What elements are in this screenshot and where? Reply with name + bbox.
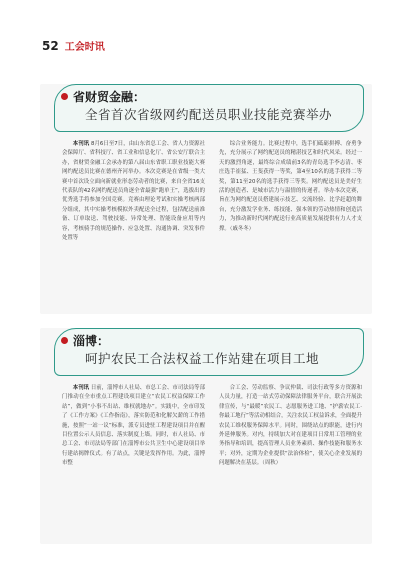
body-text: 合工会、劳动监察、争议仲裁、司法行政等多方资源和人员力量，打造一站式劳动保障法律服务平台，联合开展法律宣传，与“最暖”农民工、志愿服务进工地、“护薪农民工·你最工地行”等活动相结合，关注农民工权益诉求，全面提升农民工维权服务保障水平。同时，围绕站点的职能，进行内外延伸服务。对内，持续加大对在建项目日常用工管理的业务指导和培训，提高管理人员业务素质、操作技能和服务水平；对外，定期为企业提供“法治体检”，使关心企业发展的问题解决在基层。（周秋）	[219, 385, 362, 467]
byline: 本刊讯	[72, 141, 90, 147]
bullet-dot-icon	[61, 93, 68, 100]
body-column-left	[62, 384, 205, 538]
article-headline: 呵护农民工合法权益工作站建在项目工地	[85, 351, 320, 366]
article-headline: 全省首次省级网约配送员职业技能竞赛举办	[85, 107, 333, 122]
article-kicker: 淄博：	[73, 334, 110, 348]
body-text: 8月6日至7日，由山东省总工会、省人力资源社会保障厅、省科技厅、省工业和信息化厅、省公安厅联合主办，省财贸金融工会承办的第八届山东省职工职业技能大赛网约配送员比赛在德州齐河举办。本次竞赛是在省级一类大赛中首次设立面向新就业形态劳动者的比赛，来自全省16支代表队的42名网约配送员角逐全省最强“跑单王”，选拔出的优秀选手将参加全国竞赛。竞赛由理论考试和实操考核两部分组成，其中实操考核模拟外卖配送全过程，包括配送前准备、订单取送、驾驶技能、异常处理、智能设备应用等内容，考核骑手的规范操作、应急处置、沟通协调、突发事件处置等	[62, 141, 205, 242]
section-title: 工会时讯	[64, 42, 105, 53]
article-kicker: 省财贸金融：	[73, 90, 146, 104]
body-column-right	[219, 140, 362, 308]
article-title-block	[54, 84, 364, 132]
article-financial	[40, 84, 372, 314]
article-body	[62, 384, 362, 538]
bullet-dot-icon	[61, 337, 68, 344]
body-text: 日前，淄博市人社局、市总工会、市司法局等部门推动在全市重点工程建设项目建立“农民工权益保障工作站”，做到“小事不出站、维权就地办”。实践中，全市印发了《工作方案》《工作指南》，落实防范和化解欠薪的工作措施，按照“一站一议”标准，派专员进驻工程建设项目并在醒目位置公示人员信息、落实制度上墙。同时，市人社局、市总工会、市司法局等部门在淄博市公共卫生中心建设项目举行建站揭牌仪式。有了站点，关键是发挥作用。为此，淄博市整	[62, 385, 205, 467]
body-column-right	[219, 384, 362, 538]
body-column-left	[62, 140, 205, 308]
article-zibo	[40, 328, 372, 544]
article-title-block	[54, 328, 364, 376]
article-body	[62, 140, 362, 308]
page-number: 52	[42, 38, 59, 53]
body-text: 综合业务能力。比赛过程中，选手们砥砺拼搏、奋勇争先，充分展示了网约配送员的精湛技艺和时代风采。经过一天的激烈角逐，最终综合成绩前3名的青岛选手李志清、枣庄选手崔猛、王斐获得一等奖，第4至10名的选手获得二等奖，第11至20名的选手获得三等奖。网约配送员是美好生活的创造者、是城市活力与温情的传递者。举办本次竞赛，旨在为网约配送员搭建展示技艺、交流经验、比学赶超的舞台，充分激发学业务、练技能、强本领的劳动热情和创造活力，为推动新时代网约配送行业高质量发展提供有力人才支撑。（戚冬冬）	[219, 141, 362, 232]
byline: 本刊讯	[72, 385, 90, 391]
page-header	[42, 38, 105, 53]
